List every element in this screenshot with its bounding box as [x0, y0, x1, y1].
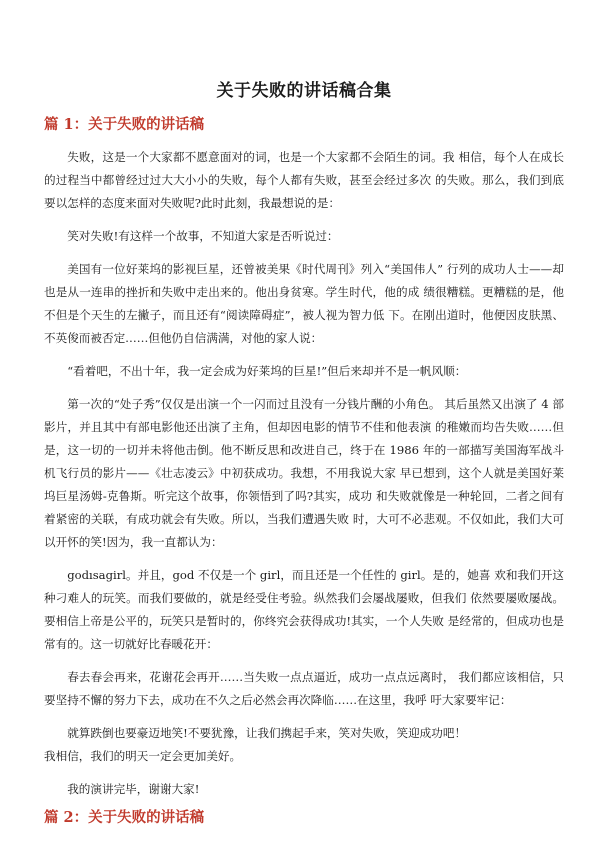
closing-line: 我的演讲完毕，谢谢大家!	[67, 782, 200, 796]
section-1-heading: 篇 1：关于失败的讲话稿	[44, 116, 205, 133]
paragraph-8-continuation: 我相信，我们的明天一定会更加美好。	[44, 749, 242, 763]
paragraph-8: 就算跌倒也要豪迈地笑!不要犹豫，让我们携起手来，笑对失败，笑迎成功吧！	[67, 726, 467, 740]
paragraph-6: godısagirl。并且，god 不仅是一个 girl，而且还是一个任性的 girl。是的，她喜 欢和我们开这种刁难人的玩笑。而我们要做的，就是经受住考验。纵然我们会屡战屡败，但我们 依然要屡败屡战。要相信上帝是公平的，玩笑只是暂时的，你终究会获得成功!其实，一个人失败 是经常的，但成功也是常有的。这一切就好比春暖花开：	[44, 568, 564, 651]
section-2-heading: 篇 2：关于失败的讲话稿	[44, 809, 205, 826]
paragraph-1: 失败，这是一个大家都不愿意面对的词，也是一个大家都不会陌生的词。我 相信，每个人在成长的过程当中都曾经过过大大小小的失败，每个人都有失败，甚至会经过多次 的失败。那么，我们到底要以怎样的态度来面对失败呢?此时此刻，我最想说的是：	[44, 150, 564, 210]
document-title: 关于失败的讲话稿合集	[216, 81, 392, 101]
paragraph-5: 第一次的“处子秀”仅仅是出演一个一闪而过且没有一分钱片酬的小角色。 其后虽然又出演了 4 部影片，并且其中有部电影他还出演了主角，但却因电影的情节不佳和他表演 的稚嫩而均告失败……但是，这一切的一切并未将他击倒。他不断反思和改进自己，终于在 1986 年的一部描写美国海军战斗机飞行员的影片——《壮志凌云》中初获成功。我想，不用我说大家 早已想到，这个人就是美国好莱坞巨星汤姆-克鲁斯。听完这个故事，你领悟到了吗?其实，成功 和失败就像是一种轮回，二者之间有着紧密的关联，有成功就会有失败。所以，当我们遭遇失败 时，大可不必悲观。不仅如此，我们大可以开怀的笑!因为，我一直都认为：	[44, 397, 564, 549]
paragraph-3: 美国有一位好莱坞的影视巨星，还曾被美果《时代周刊》列入“美国伟人” 行列的成功人士——却也是从一连串的挫折和失败中走出来的。他出身贫寒。学生时代，他的成 绩很糟糕。更糟糕的是，他不但是个天生的左撇子，而且还有“阅读障碍症”，被人视为智力低 下。在刚出道时，他便因皮肤黑、不英俊而被否定……但他仍自信满满，对他的家人说：	[44, 262, 564, 345]
paragraph-4: “看着吧，不出十年，我一定会成为好莱坞的巨星!”但后来却并不是一帆风顺：	[67, 364, 467, 378]
paragraph-2: 笑对失败!有这样一个故事，不知道大家是否听说过：	[67, 229, 339, 243]
paragraph-7: 春去春会再来，花谢花会再开……当失败一点点逼近，成功一点点远离时， 我们都应该相信，只要坚持不懈的努力下去，成功在不久之后必然会再次降临……在这里，我呼 吁大家要牢记：	[44, 670, 564, 707]
